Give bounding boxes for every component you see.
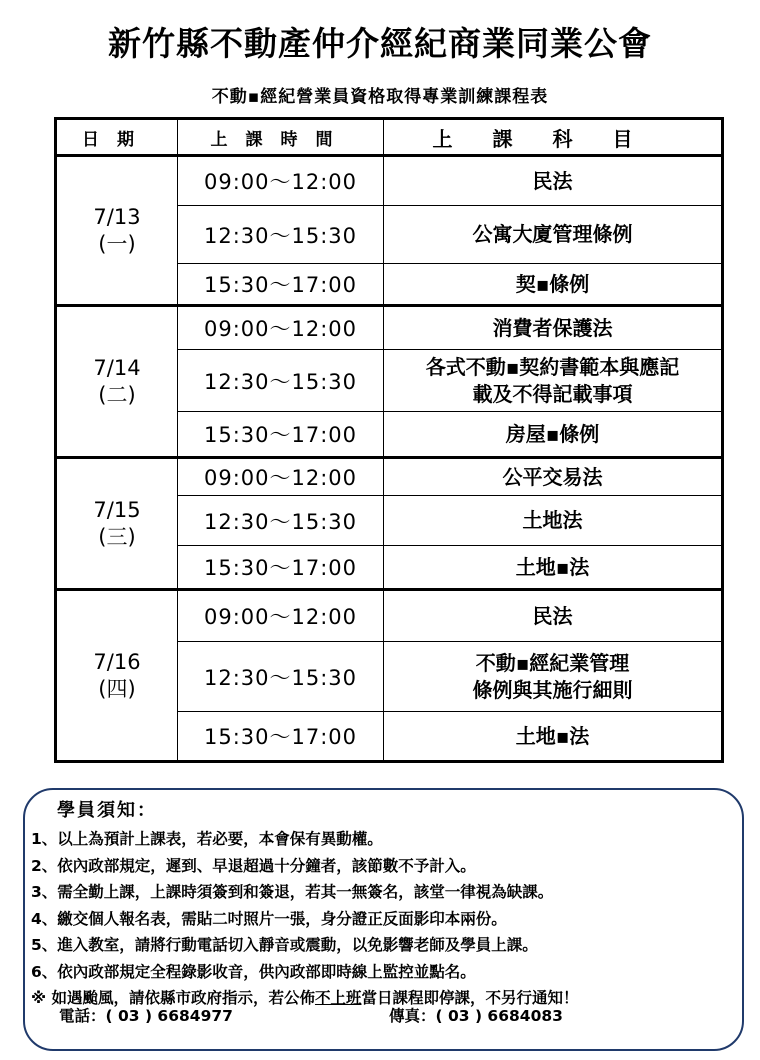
weekday-label: (四) — [98, 676, 136, 701]
fax-number: 傳真：( 03 ) 6684083 — [389, 1007, 563, 1025]
date-cell — [56, 458, 178, 590]
time-cell: 12:30〜15:30 — [178, 206, 384, 264]
notice-item: 2、依內政部規定，遲到、早退超過十分鐘者，該節數不予計入。 — [31, 856, 476, 875]
subject-cell: 房屋▪條例 — [384, 412, 723, 458]
subject-cell: 民法 — [384, 156, 723, 206]
header-date: 日期 — [56, 119, 178, 156]
date-cell — [56, 590, 178, 762]
subject-cell: 土地▪法 — [384, 546, 723, 590]
subject-cell: 消費者保護法 — [384, 306, 723, 350]
time-cell: 15:30〜17:00 — [178, 264, 384, 306]
date-label: 7/15 — [93, 497, 141, 522]
subject-cell: 契▪條例 — [384, 264, 723, 306]
table-row — [56, 306, 723, 350]
typhoon-suffix: 當日課程即停課，不另行通知！ — [361, 989, 579, 1007]
date-label: 7/13 — [93, 204, 141, 229]
typhoon-prefix: ※ 如遇颱風，請依縣市政府指示，若公佈 — [31, 989, 315, 1007]
page-subtitle: 不動▪經紀營業員資格取得專業訓練課程表 — [211, 87, 549, 107]
table-row — [56, 590, 723, 642]
notice-item: 5、進入教室，請將行動電話切入靜音或震動，以免影響老師及學員上課。 — [31, 936, 538, 954]
schedule-table — [54, 117, 724, 763]
date-label: 7/14 — [93, 355, 141, 380]
subject-cell: 不動▪經紀業管理 條例與其施行細則 — [384, 642, 723, 712]
time-cell: 09:00〜12:00 — [178, 458, 384, 496]
table-row — [56, 458, 723, 496]
notice-item: 3、需全勤上課，上課時須簽到和簽退，若其一無簽名，該堂一律視為缺課。 — [31, 883, 554, 901]
subject-cell: 各式不動▪契約書範本與應記 載及不得記載事項 — [384, 350, 723, 412]
date-label: 7/16 — [93, 649, 141, 674]
weekday-label: (二) — [98, 382, 136, 407]
table-row — [56, 156, 723, 206]
subject-cell: 土地▪法 — [384, 712, 723, 762]
contact-row — [59, 1004, 563, 1026]
time-cell: 12:30〜15:30 — [178, 496, 384, 546]
notice-item: 1、以上為預計上課表，若必要，本會保有異動權。 — [31, 830, 383, 848]
subject-cell: 公平交易法 — [384, 458, 723, 496]
subject-cell: 土地法 — [384, 496, 723, 546]
notice-list — [31, 826, 579, 1012]
time-cell: 12:30〜15:30 — [178, 350, 384, 412]
schedule-body — [56, 156, 723, 762]
typhoon-underlined: 不上班 — [314, 989, 362, 1007]
subject-cell: 公寓大廈管理條例 — [384, 206, 723, 264]
subject-cell: 民法 — [384, 590, 723, 642]
page-title: 新竹縣不動產仲介經紀商業同業公會 — [108, 24, 652, 63]
time-cell: 15:30〜17:00 — [178, 546, 384, 590]
weekday-label: (一) — [98, 231, 136, 256]
notice-item: 6、依內政部規定全程錄影收音，供內政部即時線上監控並點名。 — [31, 962, 476, 981]
weekday-label: (三) — [98, 524, 136, 549]
notice-heading: 學員須知： — [57, 800, 157, 821]
time-cell: 15:30〜17:00 — [178, 712, 384, 762]
notice-item: 4、繳交個人報名表，需貼二吋照片一張，身分證正反面影印本兩份。 — [31, 909, 507, 928]
table-header-row — [56, 119, 723, 156]
time-cell: 09:00〜12:00 — [178, 590, 384, 642]
time-cell: 09:00〜12:00 — [178, 306, 384, 350]
time-cell: 12:30〜15:30 — [178, 642, 384, 712]
header-time: 上課時間 — [178, 119, 384, 156]
date-cell — [56, 156, 178, 306]
time-cell: 09:00〜12:00 — [178, 156, 384, 206]
date-cell — [56, 306, 178, 458]
header-subject: 上課科目 — [384, 119, 723, 156]
phone-number: 電話：( 03 ) 6684977 — [59, 1007, 233, 1025]
time-cell: 15:30〜17:00 — [178, 412, 384, 458]
notice-box — [23, 788, 744, 1051]
